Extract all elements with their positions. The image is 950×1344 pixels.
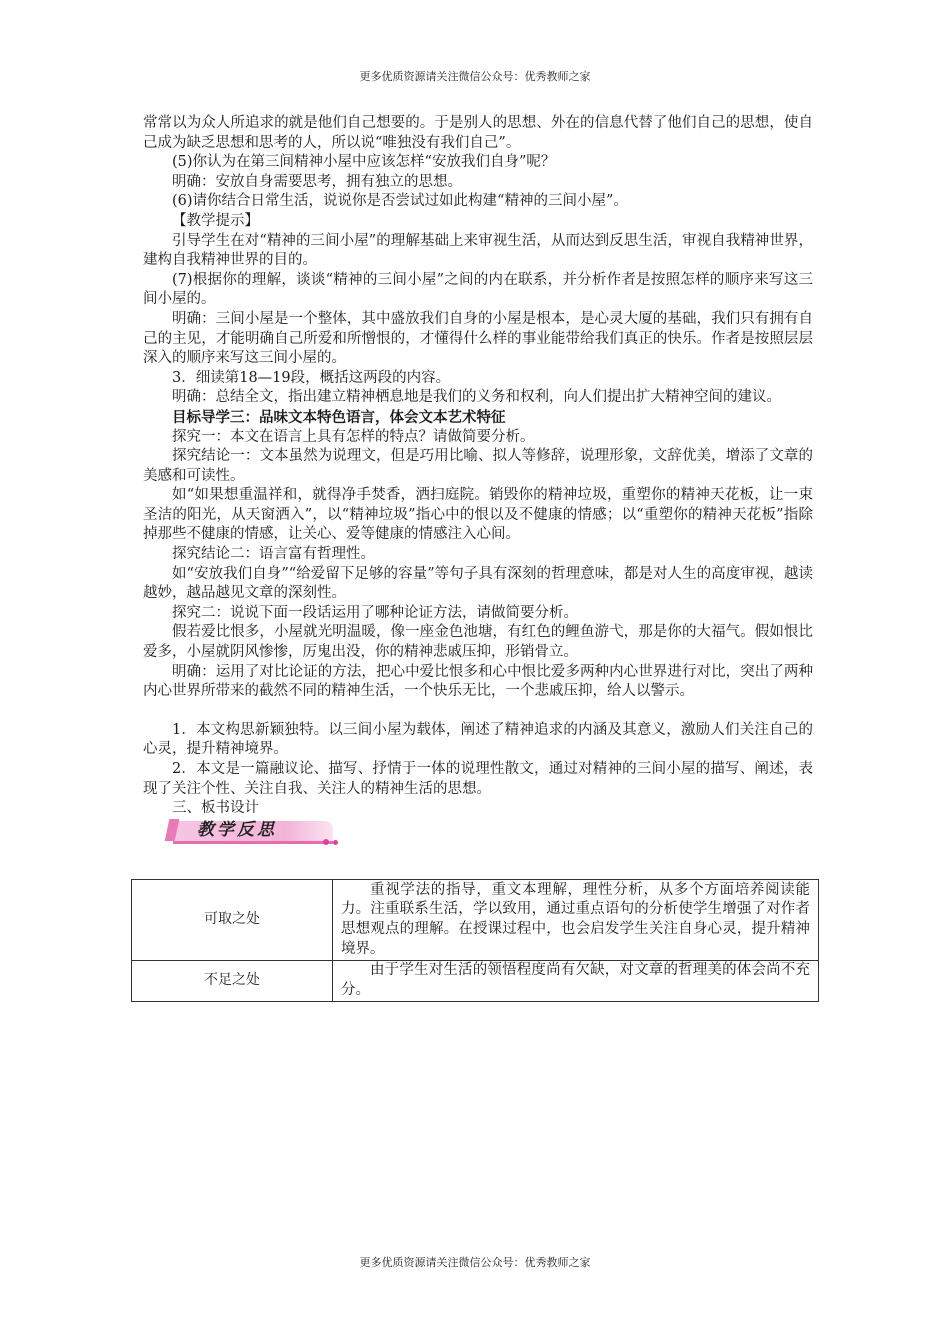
row-label-strengths: 可取之处 [132,880,333,961]
row-label-shortcomings: 不足之处 [132,961,333,1002]
page-header-note: 更多优质资源请关注微信公众号：优秀教师之家 [359,70,591,83]
banner-dot-icon [333,840,338,845]
section-heading-goal-3: 目标导学三：品味文本特色语言，体会文本艺术特征 [172,408,506,426]
document-body [143,114,813,845]
example-1: 如“如果想重温祥和，就得净手焚香，洒扫庭院。销毁你的精神垃圾，重塑你的精神天花板，让一束圣洁的阳光，从天窗洒入”，以“精神垃圾”指心中的恨以及不健康的情感；以“重塑你的精神天花板”指除掉那些不健康的情感，让关心、爱等健康的情感注入心间。 [143,487,813,543]
reflection-table [131,879,819,1002]
answer-exploration-2: 明确：运用了对比论证的方法，把心中爱比恨多和心中恨比爱多两种内心世界进行对比，突出了两种内心世界所带来的截然不同的精神生活，一个快乐无比，一个悲戚压抑，给人以警示。 [143,663,813,700]
table-row [132,961,819,1002]
table-row [132,880,819,961]
reflection-title: 教学反思 [197,819,277,840]
example-2: 如“安放我们自身”“给爱留下足够的容量”等句子具有深刻的哲理意味，都是对人生的高度审视，越读越妙，越品越见文章的深刻性。 [143,565,813,602]
exploration-1: 探究一：本文在语言上具有怎样的特点？请做简要分析。 [172,428,535,445]
paragraph: 常常以为众人所追求的就是他们自己想要的。于是别人的思想、外在的信息代替了他们自己的思想，使自己成为缺乏思想和思考的人，所以说“唯独没有我们自己”。 [143,115,813,151]
board-design-heading: 三、板书设计 [172,800,259,817]
teaching-tip-text: 引导学生在对“精神的三间小屋”的理解基础上来审视生活，从而达到反思生活，审视自我精神世界，建构自我精神世界的目的。 [143,232,813,269]
strengths-text: 重视学法的指导，重文本理解，理性分析，从多个方面培养阅读能力。注重联系生活，学以致用，通过重点语句的分析使学生增强了对作者思想观点的理解。在授课过程中，也会启发学生关注自身心灵，提升精神境界。 [341,881,810,957]
answer-7: 明确：三间小屋是一个整体，其中盛放我们自身的小屋是根本，是心灵大厦的基础，我们只有拥有自己的主见，才能明确自己所爱和所憎恨的，才懂得什么样的事业能带给我们真正的快乐。作者是按照层层深入的顺序来写这三间小屋的。 [143,310,813,367]
row-text-strengths [333,880,819,961]
shortcomings-text: 由于学生对生活的领悟程度尚有欠缺，对文章的哲理美的体会尚不充分。 [341,962,810,998]
page-footer-note: 更多优质资源请关注微信公众号：优秀教师之家 [359,1256,591,1269]
question-6: (6)请你结合日常生活，说说你是否尝试过如此构建“精神的三间小屋”。 [172,193,628,210]
answer-5: 明确：安放自身需要思考，拥有独立的思想。 [172,173,462,190]
question-5: (5)你认为在第三间精神小屋中应该怎样“安放我们自身”呢？ [172,154,556,171]
summary-2: 2．本文是一篇融议论、描写、抒情于一体的说理性散文，通过对精神的三间小屋的描写、阐述，表现了关注个性、关注自我、关注人的精神生活的思想。 [143,761,813,797]
conclusion-1: 探究结论一：文本虽然为说理文，但是巧用比喻、拟人等修辞，说理形象，文辞优美，增添了文章的美感和可读性。 [143,448,813,484]
summary-1: 1．本文构思新颖独特。以三间小屋为载体，阐述了精神追求的内涵及其意义，激励人们关注自己的心灵，提升精神境界。 [143,721,813,758]
exploration-2: 探究二：说说下面一段话运用了哪种论证方法，请做简要分析。 [172,604,578,621]
teaching-tip-heading: 【教学提示】 [172,212,259,229]
question-7: (7)根据你的理解，谈谈“精神的三间小屋”之间的内在联系，并分析作者是按照怎样的顺序来写这三间小屋的。 [143,271,813,308]
quoted-passage: 假若爱比恨多，小屋就光明温暖，像一座金色池塘，有红色的鲤鱼游弋，那是你的大福气。假如恨比爱多，小屋就阴风惨惨，厉鬼出没，你的精神悲戚压抑，形销骨立。 [143,624,813,661]
banner-dot-icon [323,839,329,845]
spacer [143,702,813,721]
banner-underline [173,841,333,844]
conclusion-2: 探究结论二：语言富有哲理性。 [172,546,375,563]
row-text-shortcomings [333,961,819,1002]
answer-item-3: 明确：总结全文，指出建立精神栖息地是我们的义务和权利，向人们提出扩大精神空间的建议。 [172,389,781,406]
reflection-title-banner [173,821,353,845]
item-3: 3．细读第18—19段，概括这两段的内容。 [172,369,451,386]
